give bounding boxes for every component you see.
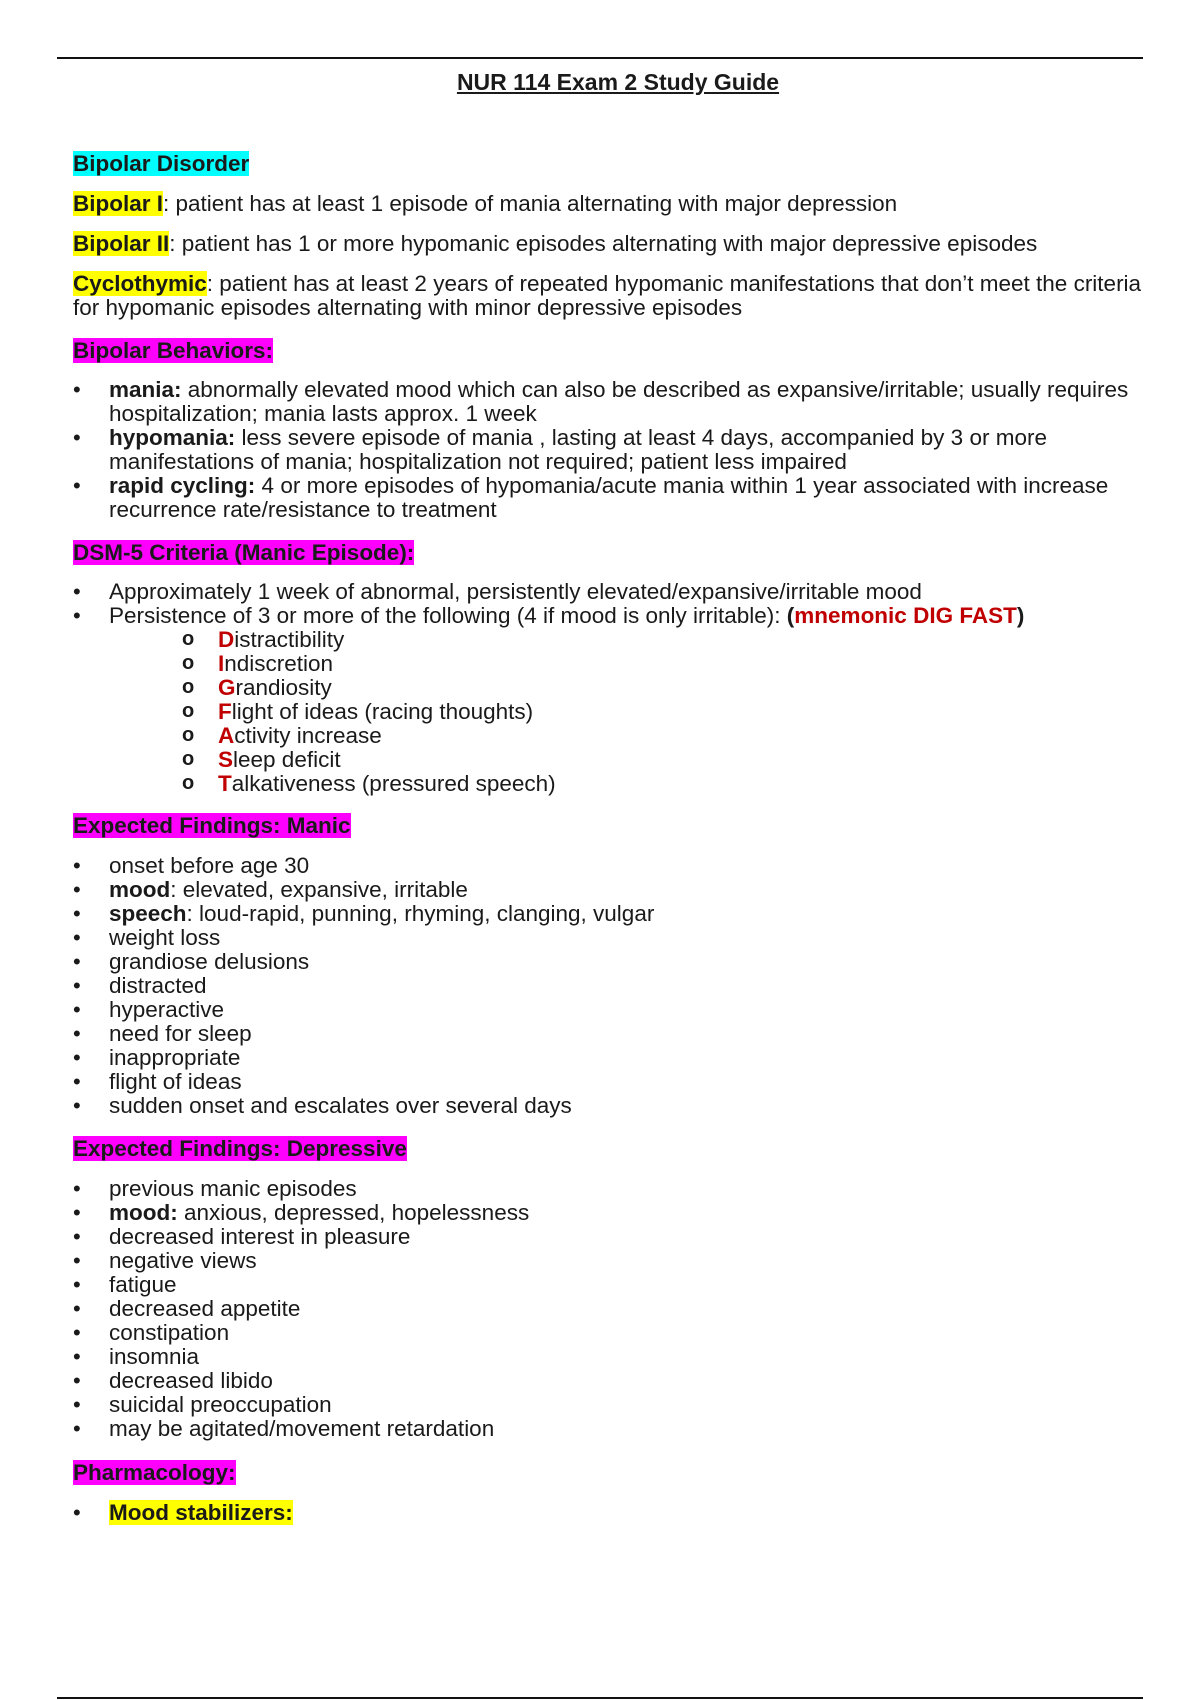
item-text: less severe episode of mania , lasting at least 4 days, accompanied by 3 or more manifestations of mania; hospitalization not required; patient less impaired [109, 425, 1047, 474]
item-term: rapid cycling: [109, 473, 256, 498]
list-item [73, 974, 1145, 998]
item-text: insomnia [109, 1344, 200, 1369]
item-text: inappropriate [109, 1045, 241, 1070]
list-item [73, 1345, 1145, 1369]
list-item [73, 950, 1145, 974]
item-text: flight of ideas [109, 1069, 242, 1094]
item-text: suicidal preoccupation [109, 1392, 332, 1417]
mnemonic-item [109, 700, 1145, 724]
list-item [73, 580, 1145, 604]
mnemonic-item [109, 724, 1145, 748]
paren-close: ) [1016, 603, 1025, 628]
mnemonic-item [109, 748, 1145, 772]
item-text: constipation [109, 1320, 230, 1345]
list-item [73, 998, 1145, 1022]
item-text: weight loss [109, 925, 221, 950]
item-text: abnormally elevated mood which can also be described as expansive/irritable; usually requires hospitalization; mania lasts approx. 1 week [109, 377, 1129, 426]
bipolar-def-2 [73, 232, 1145, 256]
list-item [73, 1501, 1145, 1525]
pharm-list [73, 1501, 1145, 1525]
bipolar-def-3 [73, 272, 1145, 320]
def-text: : patient has 1 or more hypomanic episodes alternating with major depressive episodes [169, 231, 1038, 256]
def-text: : patient has at least 1 episode of mania alternating with major depression [163, 191, 898, 216]
mnemonic-rest: ndiscretion [224, 651, 334, 676]
item-text: : loud-rapid, punning, rhyming, clanging, vulgar [186, 901, 655, 926]
mnemonic-item [109, 652, 1145, 676]
mnemonic-rest: ctivity increase [234, 723, 382, 748]
list-item [73, 926, 1145, 950]
list-item [73, 878, 1145, 902]
list-item [73, 1225, 1145, 1249]
paren-open: ( [786, 603, 795, 628]
pharm-heading: Pharmacology: [73, 1460, 236, 1485]
list-item [73, 1177, 1145, 1201]
def-term: Bipolar II [73, 231, 170, 256]
item-text: grandiose delusions [109, 949, 310, 974]
list-item [73, 1201, 1145, 1225]
def-text: : patient has at least 2 years of repeated hypomanic manifestations that don’t meet the criteria for hypomanic episodes alternating with minor depressive episodes [73, 271, 1142, 320]
bipolar-heading: Bipolar Disorder [73, 151, 250, 176]
mnemonic-letter: D [218, 627, 235, 652]
mnemonic-letter: S [218, 747, 234, 772]
mnemonic-letter: G [218, 675, 236, 700]
item-text: onset before age 30 [109, 853, 310, 878]
mnemonic-letter: I [218, 651, 225, 676]
bipolar-heading-line [73, 152, 1145, 176]
item-text: may be agitated/movement retardation [109, 1416, 495, 1441]
item-text: 4 or more episodes of hypomania/acute mania within 1 year associated with increase recurrence rate/resistance to treatment [109, 473, 1109, 522]
mnemonic-item [109, 772, 1145, 796]
page-title: NUR 114 Exam 2 Study Guide [456, 69, 780, 95]
list-item [73, 1393, 1145, 1417]
bottom-rule [57, 1697, 1143, 1699]
list-item [73, 1249, 1145, 1273]
def-term: Cyclothymic [73, 271, 207, 296]
mnemonic-label: mnemonic DIG FAST [794, 603, 1017, 628]
list-item [73, 1297, 1145, 1321]
bipolar-def-1 [73, 192, 1145, 216]
item-text: sudden onset and escalates over several days [109, 1093, 572, 1118]
mnemonic-item [109, 628, 1145, 652]
item-text: negative views [109, 1248, 257, 1273]
list-item [73, 604, 1145, 796]
list-item [73, 1369, 1145, 1393]
item-text: decreased interest in pleasure [109, 1224, 411, 1249]
pharm-heading-line [73, 1461, 1145, 1485]
list-item [73, 474, 1145, 522]
mnemonic-letter: F [218, 699, 232, 724]
depressive-list [73, 1177, 1145, 1441]
item-text: decreased libido [109, 1368, 273, 1393]
item-term: mania: [109, 377, 182, 402]
list-item [73, 1046, 1145, 1070]
list-item [73, 854, 1145, 878]
behaviors-list [73, 378, 1145, 522]
depressive-heading-line [73, 1137, 1145, 1161]
manic-heading: Expected Findings: Manic [73, 813, 351, 838]
list-item [73, 1417, 1145, 1441]
item-text: anxious, depressed, hopelessness [177, 1200, 530, 1225]
dsm-heading-line [73, 541, 1145, 565]
mnemonic-rest: leep deficit [233, 747, 341, 772]
list-item [73, 902, 1145, 926]
item-text: Approximately 1 week of abnormal, persistently elevated/expansive/irritable mood [109, 579, 922, 604]
behaviors-heading-line [73, 339, 1145, 363]
item-term: mood [109, 877, 171, 902]
item-term: speech [109, 901, 187, 926]
list-item [73, 1321, 1145, 1345]
manic-list [73, 854, 1145, 1118]
dsm-heading: DSM-5 Criteria (Manic Episode): [73, 540, 415, 565]
mnemonic-list [109, 628, 1145, 796]
behaviors-heading: Bipolar Behaviors: [73, 338, 274, 363]
mood-stabilizers-label: Mood stabilizers: [109, 1500, 293, 1525]
dsm-list [73, 580, 1145, 796]
item-text: : elevated, expansive, irritable [170, 877, 468, 902]
mnemonic-item [109, 676, 1145, 700]
list-item [73, 1022, 1145, 1046]
mnemonic-letter: A [218, 723, 235, 748]
list-item [73, 378, 1145, 426]
top-rule [57, 57, 1143, 59]
list-item [73, 1094, 1145, 1118]
list-item [73, 426, 1145, 474]
item-term: hypomania: [109, 425, 236, 450]
item-text: hyperactive [109, 997, 225, 1022]
list-item [73, 1273, 1145, 1297]
depressive-heading: Expected Findings: Depressive [73, 1136, 407, 1161]
def-term: Bipolar I [73, 191, 164, 216]
mnemonic-rest: randiosity [235, 675, 332, 700]
mnemonic-rest: istractibility [234, 627, 345, 652]
item-term: mood: [109, 1200, 178, 1225]
item-text: decreased appetite [109, 1296, 301, 1321]
mnemonic-rest: light of ideas (racing thoughts) [231, 699, 534, 724]
item-text: need for sleep [109, 1021, 252, 1046]
item-text: previous manic episodes [109, 1176, 357, 1201]
item-text: Persistence of 3 or more of the following (4 if mood is only irritable): [109, 603, 787, 628]
mnemonic-rest: alkativeness (pressured speech) [231, 771, 556, 796]
item-text: fatigue [109, 1272, 177, 1297]
mnemonic-letter: T [218, 771, 232, 796]
item-text: distracted [109, 973, 207, 998]
list-item [73, 1070, 1145, 1094]
manic-heading-line [73, 814, 1145, 838]
